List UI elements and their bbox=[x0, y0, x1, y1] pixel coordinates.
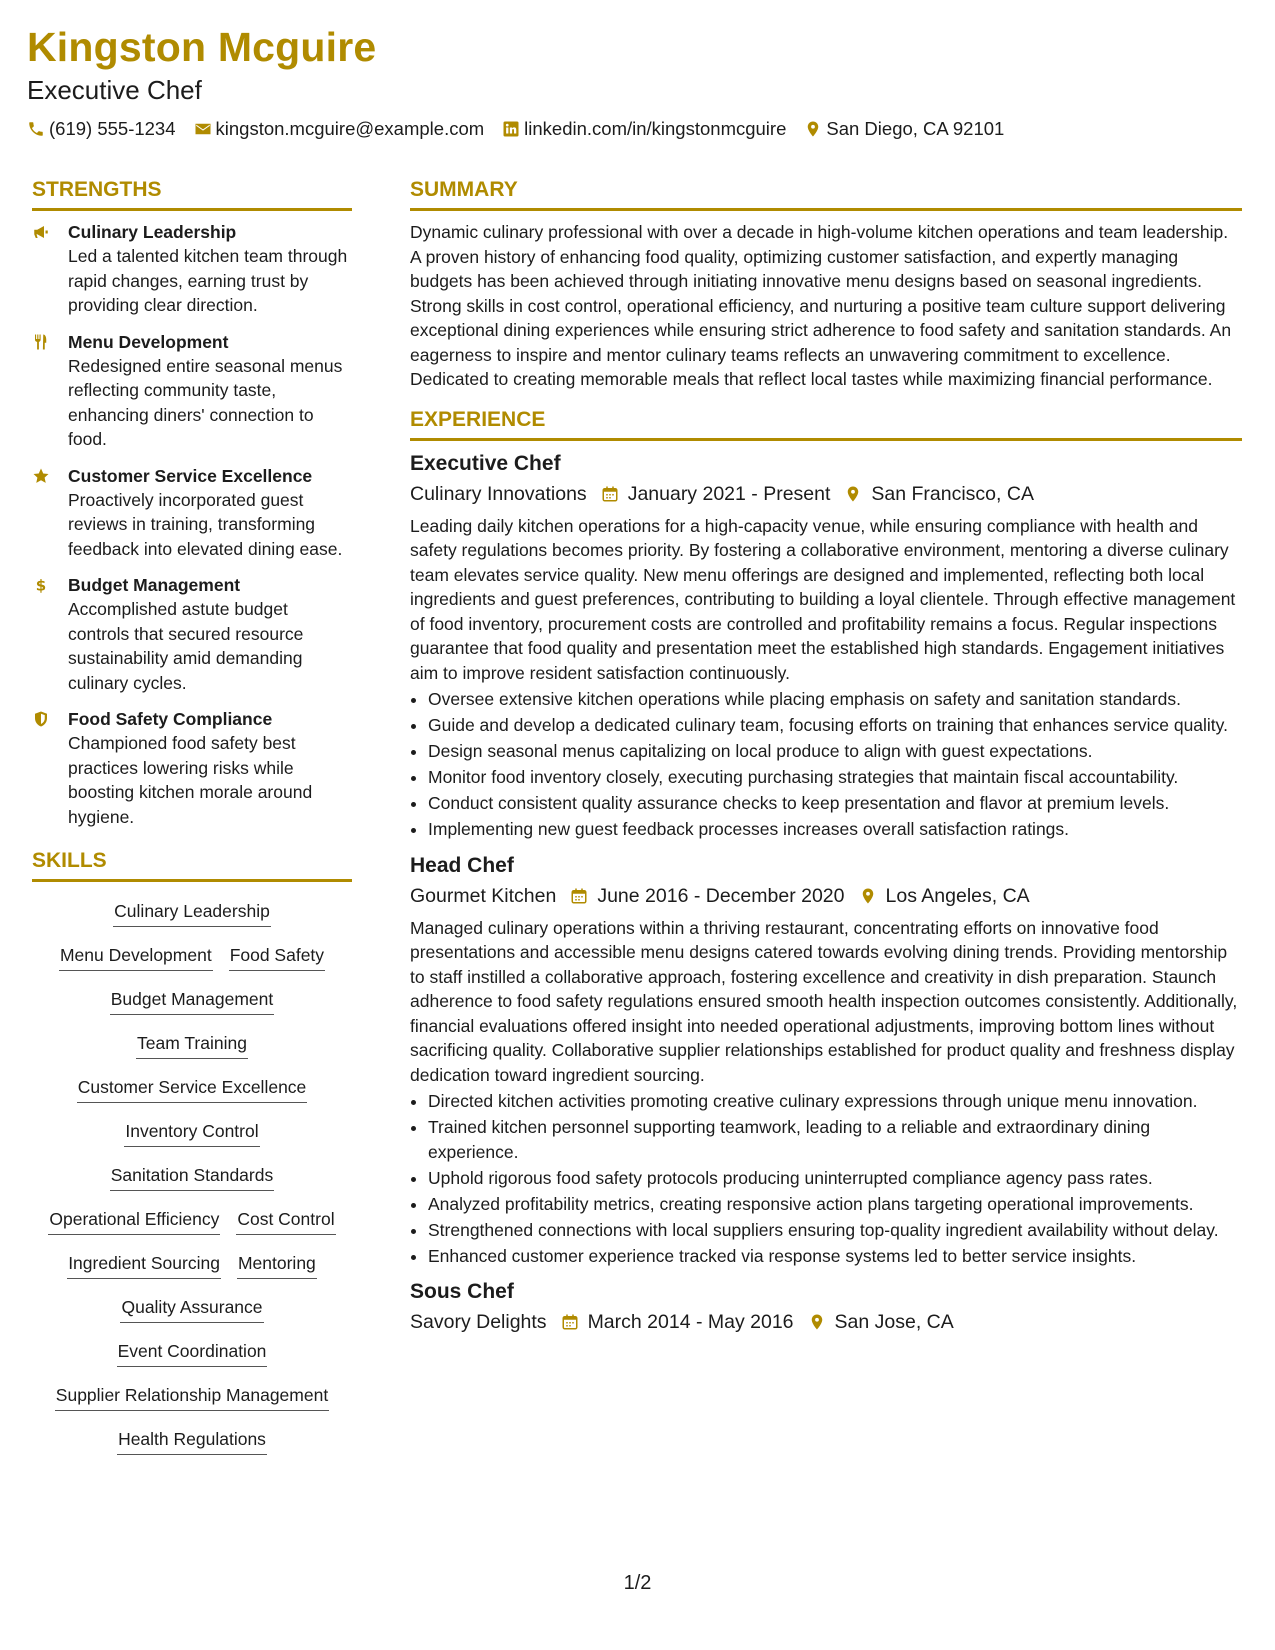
strength-item bbox=[32, 330, 352, 452]
contact-linkedin[interactable] bbox=[502, 118, 786, 140]
linkedin-text: linkedin.com/in/kingstonmcguire bbox=[524, 118, 787, 139]
left-column bbox=[32, 176, 352, 1463]
bullet-item: • Strengthened connections with local suppliers ensuring top-quality ingredient availability without delay. bbox=[428, 1218, 1242, 1243]
skill-tag: Culinary Leadership bbox=[113, 900, 271, 927]
skill-tag: Sanitation Standards bbox=[110, 1164, 274, 1191]
strength-title: Culinary Leadership bbox=[68, 222, 237, 242]
star-icon bbox=[32, 467, 50, 485]
job-title: Head Chef bbox=[410, 853, 514, 877]
strength-item bbox=[32, 707, 352, 829]
utensils-icon bbox=[32, 333, 50, 351]
job-dates: June 2016 - December 2020 bbox=[597, 884, 845, 907]
experience-heading: EXPERIENCE bbox=[410, 406, 1242, 441]
strength-title: Food Safety Compliance bbox=[68, 709, 273, 729]
bullet-item: • Oversee extensive kitchen operations while placing emphasis on safety and sanitation standards. bbox=[428, 687, 1242, 712]
skill-tag: Event Coordination bbox=[117, 1340, 268, 1367]
contact-phone[interactable] bbox=[27, 118, 176, 140]
skill-tag: Supplier Relationship Management bbox=[55, 1384, 329, 1411]
dollar-icon bbox=[32, 576, 50, 594]
shield-icon bbox=[32, 710, 50, 728]
phone-icon bbox=[27, 120, 45, 138]
job-entry bbox=[410, 852, 1242, 1269]
calendar-icon bbox=[601, 485, 619, 503]
bullet-item: • Implementing new guest feedback processes increases overall satisfaction ratings. bbox=[428, 817, 1242, 842]
skills-heading: SKILLS bbox=[32, 847, 352, 882]
right-column bbox=[410, 176, 1242, 1346]
linkedin-icon bbox=[502, 120, 520, 138]
job-location: Los Angeles, CA bbox=[885, 884, 1030, 907]
strength-desc: Redesigned entire seasonal menus reflecting community taste, enhancing diners' connection to food. bbox=[68, 355, 343, 449]
skill-tag: Customer Service Excellence bbox=[77, 1076, 308, 1103]
strength-desc: Accomplished astute budget controls that secured resource sustainability amid demanding culinary cycles. bbox=[68, 599, 304, 693]
strength-title: Budget Management bbox=[68, 575, 241, 595]
resume-header bbox=[27, 22, 1247, 142]
job-dates: March 2014 - May 2016 bbox=[587, 1311, 794, 1333]
skill-tag: Menu Development bbox=[59, 944, 213, 971]
candidate-role: Executive Chef bbox=[27, 75, 202, 105]
skill-tag: Quality Assurance bbox=[120, 1296, 263, 1323]
email-text: kingston.mcguire@example.com bbox=[215, 118, 485, 139]
contact-email[interactable] bbox=[194, 118, 485, 140]
bullet-item: • Guide and develop a dedicated culinary team, focusing efforts on training that enhances service quality. bbox=[428, 713, 1242, 738]
skills-list bbox=[32, 891, 352, 1463]
calendar-icon bbox=[561, 1313, 579, 1331]
strength-item bbox=[32, 573, 352, 695]
skill-tag: Food Safety bbox=[229, 944, 325, 971]
strength-title: Customer Service Excellence bbox=[68, 465, 313, 486]
skill-tag: Operational Efficiency bbox=[48, 1208, 220, 1235]
job-meta bbox=[410, 882, 1242, 910]
skill-tag: Ingredient Sourcing bbox=[67, 1252, 221, 1279]
bullet-item: • Uphold rigorous food safety protocols producing uninterrupted compliance agency pass rates. bbox=[428, 1166, 1242, 1191]
job-entry bbox=[410, 450, 1242, 842]
bullet-item: • Directed kitchen activities promoting creative culinary expressions through unique menu innovation. bbox=[428, 1089, 1242, 1114]
job-company: Culinary Innovations bbox=[410, 482, 587, 505]
job-location: San Jose, CA bbox=[834, 1311, 954, 1333]
contact-location bbox=[804, 118, 1004, 140]
job-dates: January 2021 - Present bbox=[627, 482, 831, 505]
job-company: Savory Delights bbox=[410, 1311, 547, 1333]
job-company: Gourmet Kitchen bbox=[410, 884, 557, 907]
strength-item bbox=[32, 464, 352, 562]
summary-text: Dynamic culinary professional with over a decade in high-volume kitchen operations and team leadership. A proven history of enhancing food quality, optimizing customer satisfaction, and expertly managing budgets has been achieved through initiating innovative menu designs based on seasonal ingredients. Strong skills in cost control, operational efficiency, and nurturing a positive team culture support delivering exceptional dining experiences while ensuring strict adherence to food safety and sanitation standards. An eagerness to inspire and mentor culinary teams reflects an unwavering commitment to excellence. Dedicated to creating memorable meals that reflect local tastes while maximizing financial performance. bbox=[410, 222, 1232, 389]
map-pin-icon bbox=[808, 1313, 826, 1331]
map-pin-icon bbox=[844, 485, 862, 503]
map-pin-icon bbox=[804, 120, 822, 138]
job-meta bbox=[410, 1308, 1242, 1336]
job-title: Executive Chef bbox=[410, 451, 561, 475]
bullet-item: • Conduct consistent quality assurance checks to keep presentation and flavor at premium levels. bbox=[428, 791, 1242, 816]
map-pin-icon bbox=[859, 887, 877, 905]
job-location: San Francisco, CA bbox=[871, 482, 1034, 505]
calendar-icon bbox=[570, 887, 588, 905]
job-description: Leading daily kitchen operations for a high-capacity venue, while ensuring compliance with health and safety regulations becomes priority. By fostering a collaborative environment, mentoring a diverse culinary team elevates service quality. New menu offerings are designed and implemented, reflecting both local ingredients and guest preferences, contributing to building a loyal clientele. Through effective management of food inventory, procurement costs are controlled and profitability remains a focus. Regular inspections guarantee that food quality and presentation meet the established high standards. Engagement initiatives aim to improve resident satisfaction continuously. bbox=[410, 515, 1236, 683]
candidate-name: Kingston Mcguire bbox=[27, 24, 377, 70]
bullet-item: • Trained kitchen personnel supporting teamwork, leading to a reliable and extraordinary dining experience. bbox=[428, 1115, 1242, 1164]
location-text: San Diego, CA 92101 bbox=[826, 118, 1005, 139]
strength-desc: Proactively incorporated guest reviews in training, transforming feedback into elevated dining ease. bbox=[68, 489, 343, 559]
skill-tag: Health Regulations bbox=[117, 1428, 267, 1455]
job-description: Managed culinary operations within a thriving restaurant, concentrating efforts on innovative food presentations and accessible menu designs catered towards evolving dining trends. Providing mentorship to staff instilled a collaborative approach, fostering excellence and creativity in dish preparation. Staunch adherence to food safety regulations ensured smooth health inspection outcomes consistently. Additionally, financial evaluations offered insight into needed operational adjustments, improving bottom lines without sacrificing quality. Collaborative supplier relationships established for product quality and freshness display dedication toward ingredient sourcing. bbox=[410, 917, 1238, 1085]
job-bullets bbox=[410, 1089, 1242, 1268]
job-entry bbox=[410, 1278, 1242, 1336]
skill-tag: Inventory Control bbox=[124, 1120, 259, 1147]
job-bullets bbox=[410, 687, 1242, 842]
skill-tag: Cost Control bbox=[236, 1208, 335, 1235]
contact-bar bbox=[27, 116, 1247, 142]
envelope-icon bbox=[194, 120, 212, 138]
summary-heading: SUMMARY bbox=[410, 176, 1242, 211]
svg-text:$: $ bbox=[35, 576, 47, 594]
bullet-item: • Analyzed profitability metrics, creating responsive action plans targeting operational improvements. bbox=[428, 1192, 1242, 1217]
skill-tag: Mentoring bbox=[237, 1252, 317, 1279]
skill-tag: Team Training bbox=[136, 1032, 248, 1059]
bullet-item: • Design seasonal menus capitalizing on local produce to align with guest expectations. bbox=[428, 739, 1242, 764]
megaphone-icon bbox=[32, 223, 50, 241]
strength-item bbox=[32, 220, 352, 318]
phone-text: (619) 555-1234 bbox=[49, 118, 176, 139]
strength-desc: Championed food safety best practices lowering risks while boosting kitchen morale around hygiene. bbox=[68, 733, 313, 827]
skill-tag: Budget Management bbox=[110, 988, 274, 1015]
job-meta bbox=[410, 480, 1242, 508]
strength-desc: Led a talented kitchen team through rapid changes, earning trust by providing clear direction. bbox=[68, 246, 348, 315]
bullet-item: • Enhanced customer experience tracked via response systems led to better service insights. bbox=[428, 1244, 1242, 1269]
job-title: Sous Chef bbox=[410, 1280, 514, 1303]
strength-title: Menu Development bbox=[68, 331, 229, 352]
page-number: 1/2 bbox=[623, 1572, 652, 1594]
bullet-item: • Monitor food inventory closely, executing purchasing strategies that maintain fiscal accountability. bbox=[428, 765, 1242, 790]
strengths-heading: STRENGTHS bbox=[32, 176, 352, 211]
